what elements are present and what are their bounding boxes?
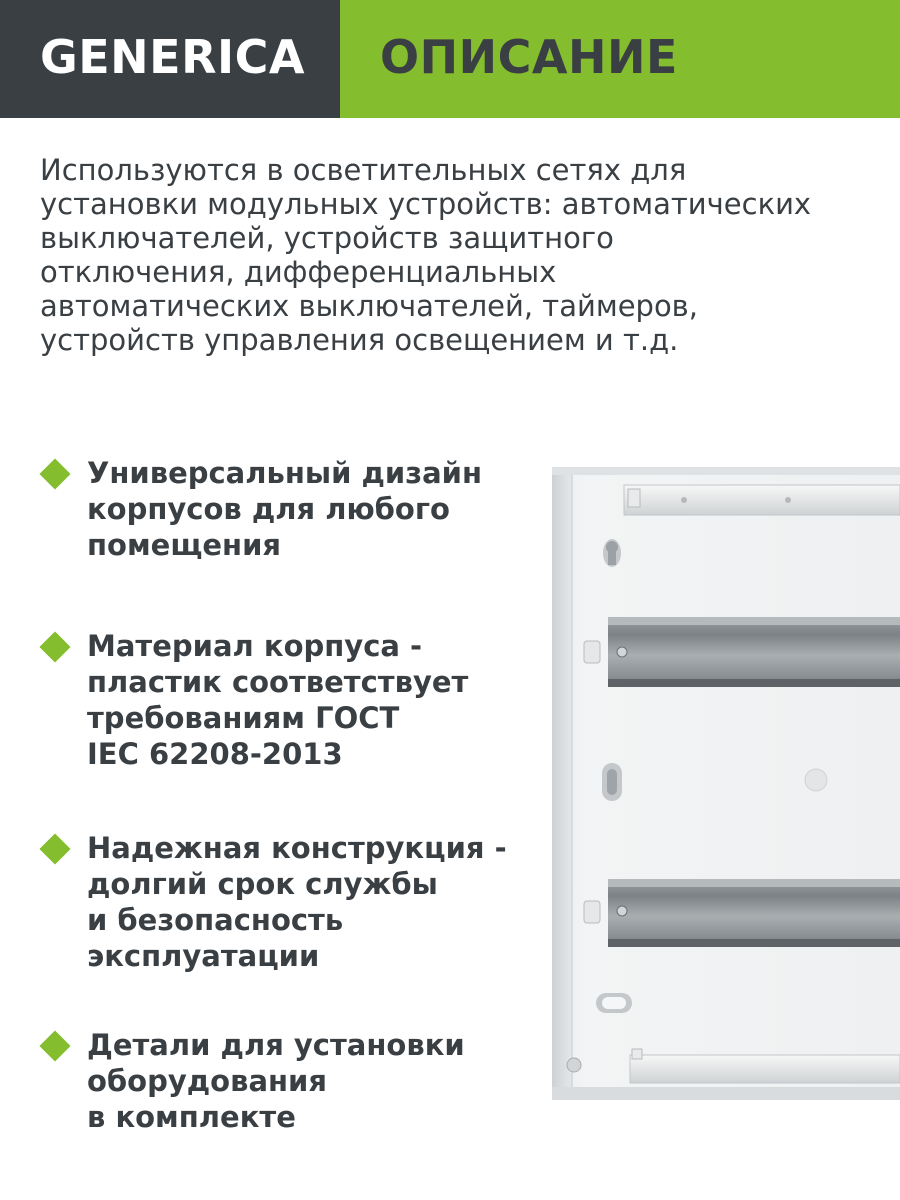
feature-line: в комплекте bbox=[87, 1100, 296, 1134]
feature-line: IEC 62208-2013 bbox=[87, 737, 343, 771]
diamond-bullet-icon bbox=[39, 833, 70, 864]
feature-text bbox=[87, 628, 537, 772]
feature-line: пластик соответствует bbox=[87, 665, 469, 699]
brand-logo: GENERICA bbox=[40, 30, 305, 84]
feature-line: долгий срок службы bbox=[87, 867, 438, 901]
description-line: устройств управления освещением и т.д. bbox=[40, 323, 679, 357]
feature-line: эксплуатации bbox=[87, 939, 320, 973]
diamond-bullet-icon bbox=[39, 458, 70, 489]
description-line: Используются в осветительных сетях для bbox=[40, 153, 687, 187]
diamond-bullet-icon bbox=[39, 1030, 70, 1061]
feature-line: Материал корпуса - bbox=[87, 629, 423, 663]
description-line: отключения, дифференциальных bbox=[40, 255, 557, 289]
feature-line: оборудования bbox=[87, 1064, 328, 1098]
feature-line: Детали для установки bbox=[87, 1028, 465, 1062]
header bbox=[0, 0, 900, 118]
feature-line: Надежная конструкция - bbox=[87, 831, 507, 865]
feature-line: корпусов для любого bbox=[87, 492, 450, 526]
distribution-box-photo-icon bbox=[552, 467, 900, 1100]
feature-text bbox=[87, 830, 537, 974]
page-title: ОПИСАНИЕ bbox=[380, 30, 678, 84]
feature-line: Универсальный дизайн bbox=[87, 456, 483, 490]
description-line: установки модульных устройств: автоматических bbox=[40, 187, 812, 221]
feature-line: и безопасность bbox=[87, 903, 344, 937]
description-line: выключателей, устройств защитного bbox=[40, 221, 614, 255]
diamond-bullet-icon bbox=[39, 631, 70, 662]
feature-line: требованиям ГОСТ bbox=[87, 701, 400, 735]
title-block bbox=[340, 0, 900, 118]
feature-text bbox=[87, 1027, 537, 1135]
feature-text bbox=[87, 455, 537, 563]
feature-line: помещения bbox=[87, 528, 282, 562]
description-line: автоматических выключателей, таймеров, bbox=[40, 289, 698, 323]
description bbox=[40, 153, 870, 357]
brand-block bbox=[0, 0, 340, 118]
